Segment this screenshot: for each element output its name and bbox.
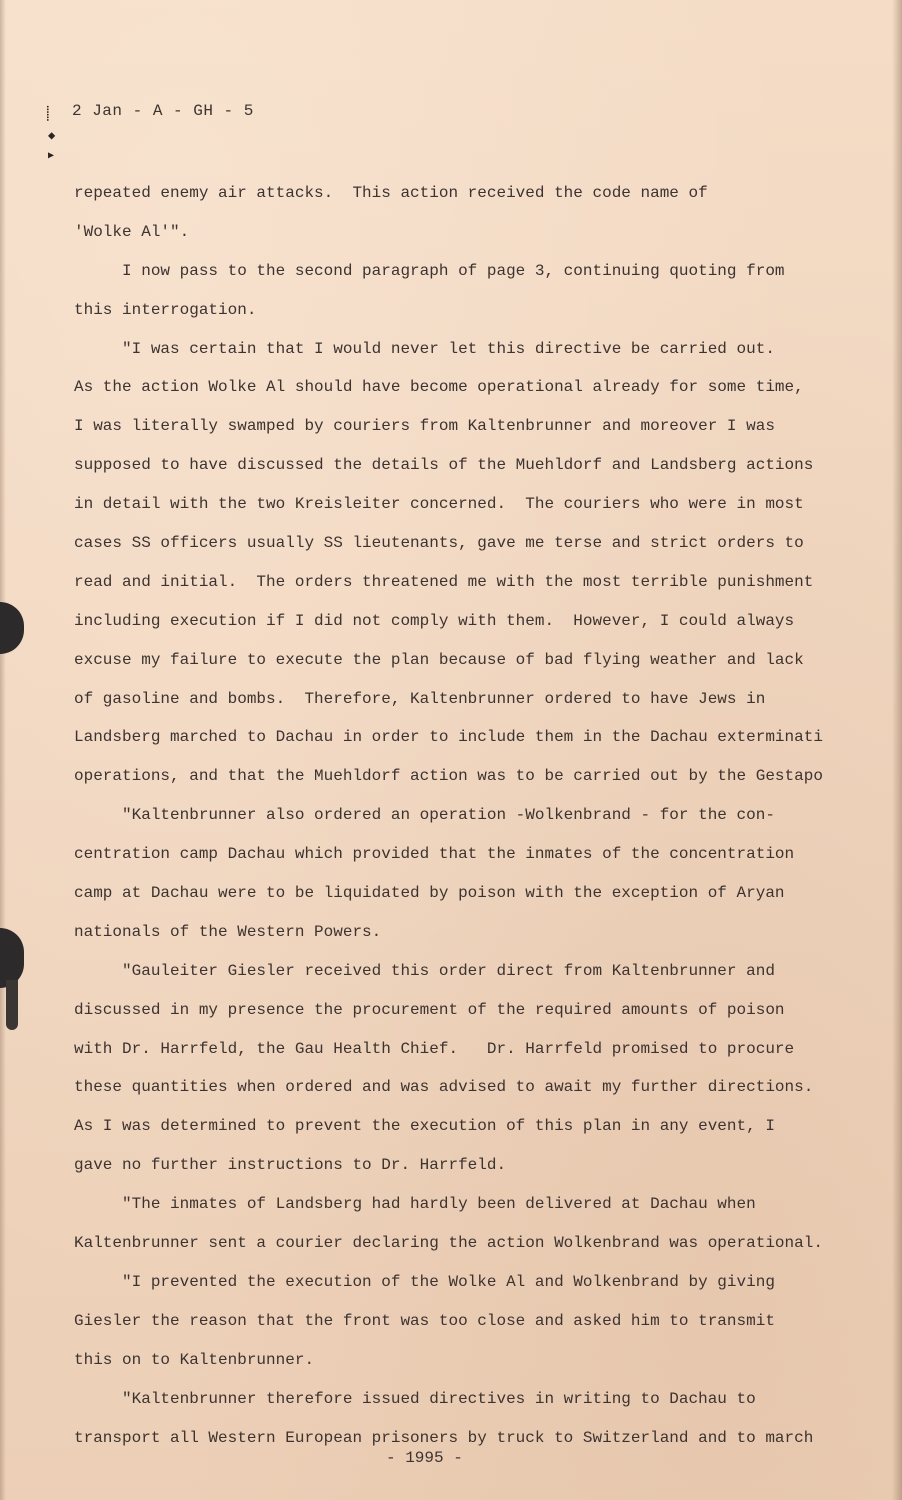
text-line: this interrogation. [74,300,257,319]
text-line: read and initial. The orders threatened me with the most terrible punishment [74,572,814,591]
text-line: these quantities when ordered and was advised to await my further directions. [74,1078,814,1097]
text-line: "The inmates of Landsberg had hardly been delivered at Dachau when [74,1195,756,1214]
text-line: As the action Wolke Al should have become operational already for some time, [74,378,804,397]
body-text [74,174,874,1457]
text-line: "Gauleiter Giesler received this order direct from Kaltenbrunner and [74,961,775,980]
text-line: including execution if I did not comply with them. However, I could always [74,611,795,630]
text-line: operations, and that the Muehldorf action was to be carried out by the Gestapo [74,767,823,786]
text-line: As I was determined to prevent the execution of this plan in any event, I [74,1117,775,1136]
text-line: repeated enemy air attacks. This action received the code name of [74,184,708,202]
punch-hole-upper [0,602,24,654]
text-line: 'Wolke Al'". [74,222,190,241]
text-line: Landsberg marched to Dachau in order to include them in the Dachau exterminati [74,728,823,747]
ink-stain [6,980,18,1030]
text-line: supposed to have discussed the details of the Muehldorf and Landsberg actions [74,456,814,475]
paper-edge-right [892,0,902,1500]
text-line: in detail with the two Kreisleiter concerned. The couriers who were in most [74,495,804,514]
text-line: cases SS officers usually SS lieutenants, gave me terse and strict orders to [74,534,804,553]
punch-hole-lower [0,928,24,988]
text-line: with Dr. Harrfeld, the Gau Health Chief. Dr. Harrfeld promised to procure [74,1039,795,1058]
text-line: Giesler the reason that the front was too close and asked him to transmit [74,1311,775,1330]
margin-tick-icon: ◆ [48,129,56,143]
margin-mark-icon: ⸽ [46,107,50,123]
text-line: "I was certain that I would never let this directive be carried out. [74,339,775,358]
text-line: "Kaltenbrunner also ordered an operation -Wolkenbrand - for the con- [74,806,775,825]
text-line: excuse my failure to execute the plan because of bad flying weather and lack [74,650,804,669]
page-header: 2 Jan - A - GH - 5 [72,102,254,120]
text-line: I was literally swamped by couriers from Kaltenbrunner and moreover I was [74,417,775,436]
text-line: discussed in my presence the procurement of the required amounts of poison [74,1000,785,1019]
text-line: of gasoline and bombs. Therefore, Kaltenbrunner ordered to have Jews in [74,689,766,708]
margin-arrow-icon: ▶ [48,151,55,162]
text-line: camp at Dachau were to be liquidated by poison with the exception of Aryan [74,884,785,903]
paper-edge-left [0,0,6,1500]
text-line: gave no further instructions to Dr. Harrfeld. [74,1156,507,1175]
text-line: "I prevented the execution of the Wolke Al and Wolkenbrand by giving [74,1272,775,1291]
text-line: transport all Western European prisoners by truck to Switzerland and to march [74,1428,814,1447]
text-line: nationals of the Western Powers. [74,922,382,941]
page-number: - 1995 - [386,1449,463,1467]
text-line: centration camp Dachau which provided that the inmates of the concentration [74,845,795,864]
text-line: Kaltenbrunner sent a courier declaring the action Wolkenbrand was operational. [74,1234,823,1253]
text-line: I now pass to the second paragraph of page 3, continuing quoting from [74,261,785,280]
text-line: this on to Kaltenbrunner. [74,1350,315,1369]
text-line: "Kaltenbrunner therefore issued directives in writing to Dachau to [74,1389,756,1408]
